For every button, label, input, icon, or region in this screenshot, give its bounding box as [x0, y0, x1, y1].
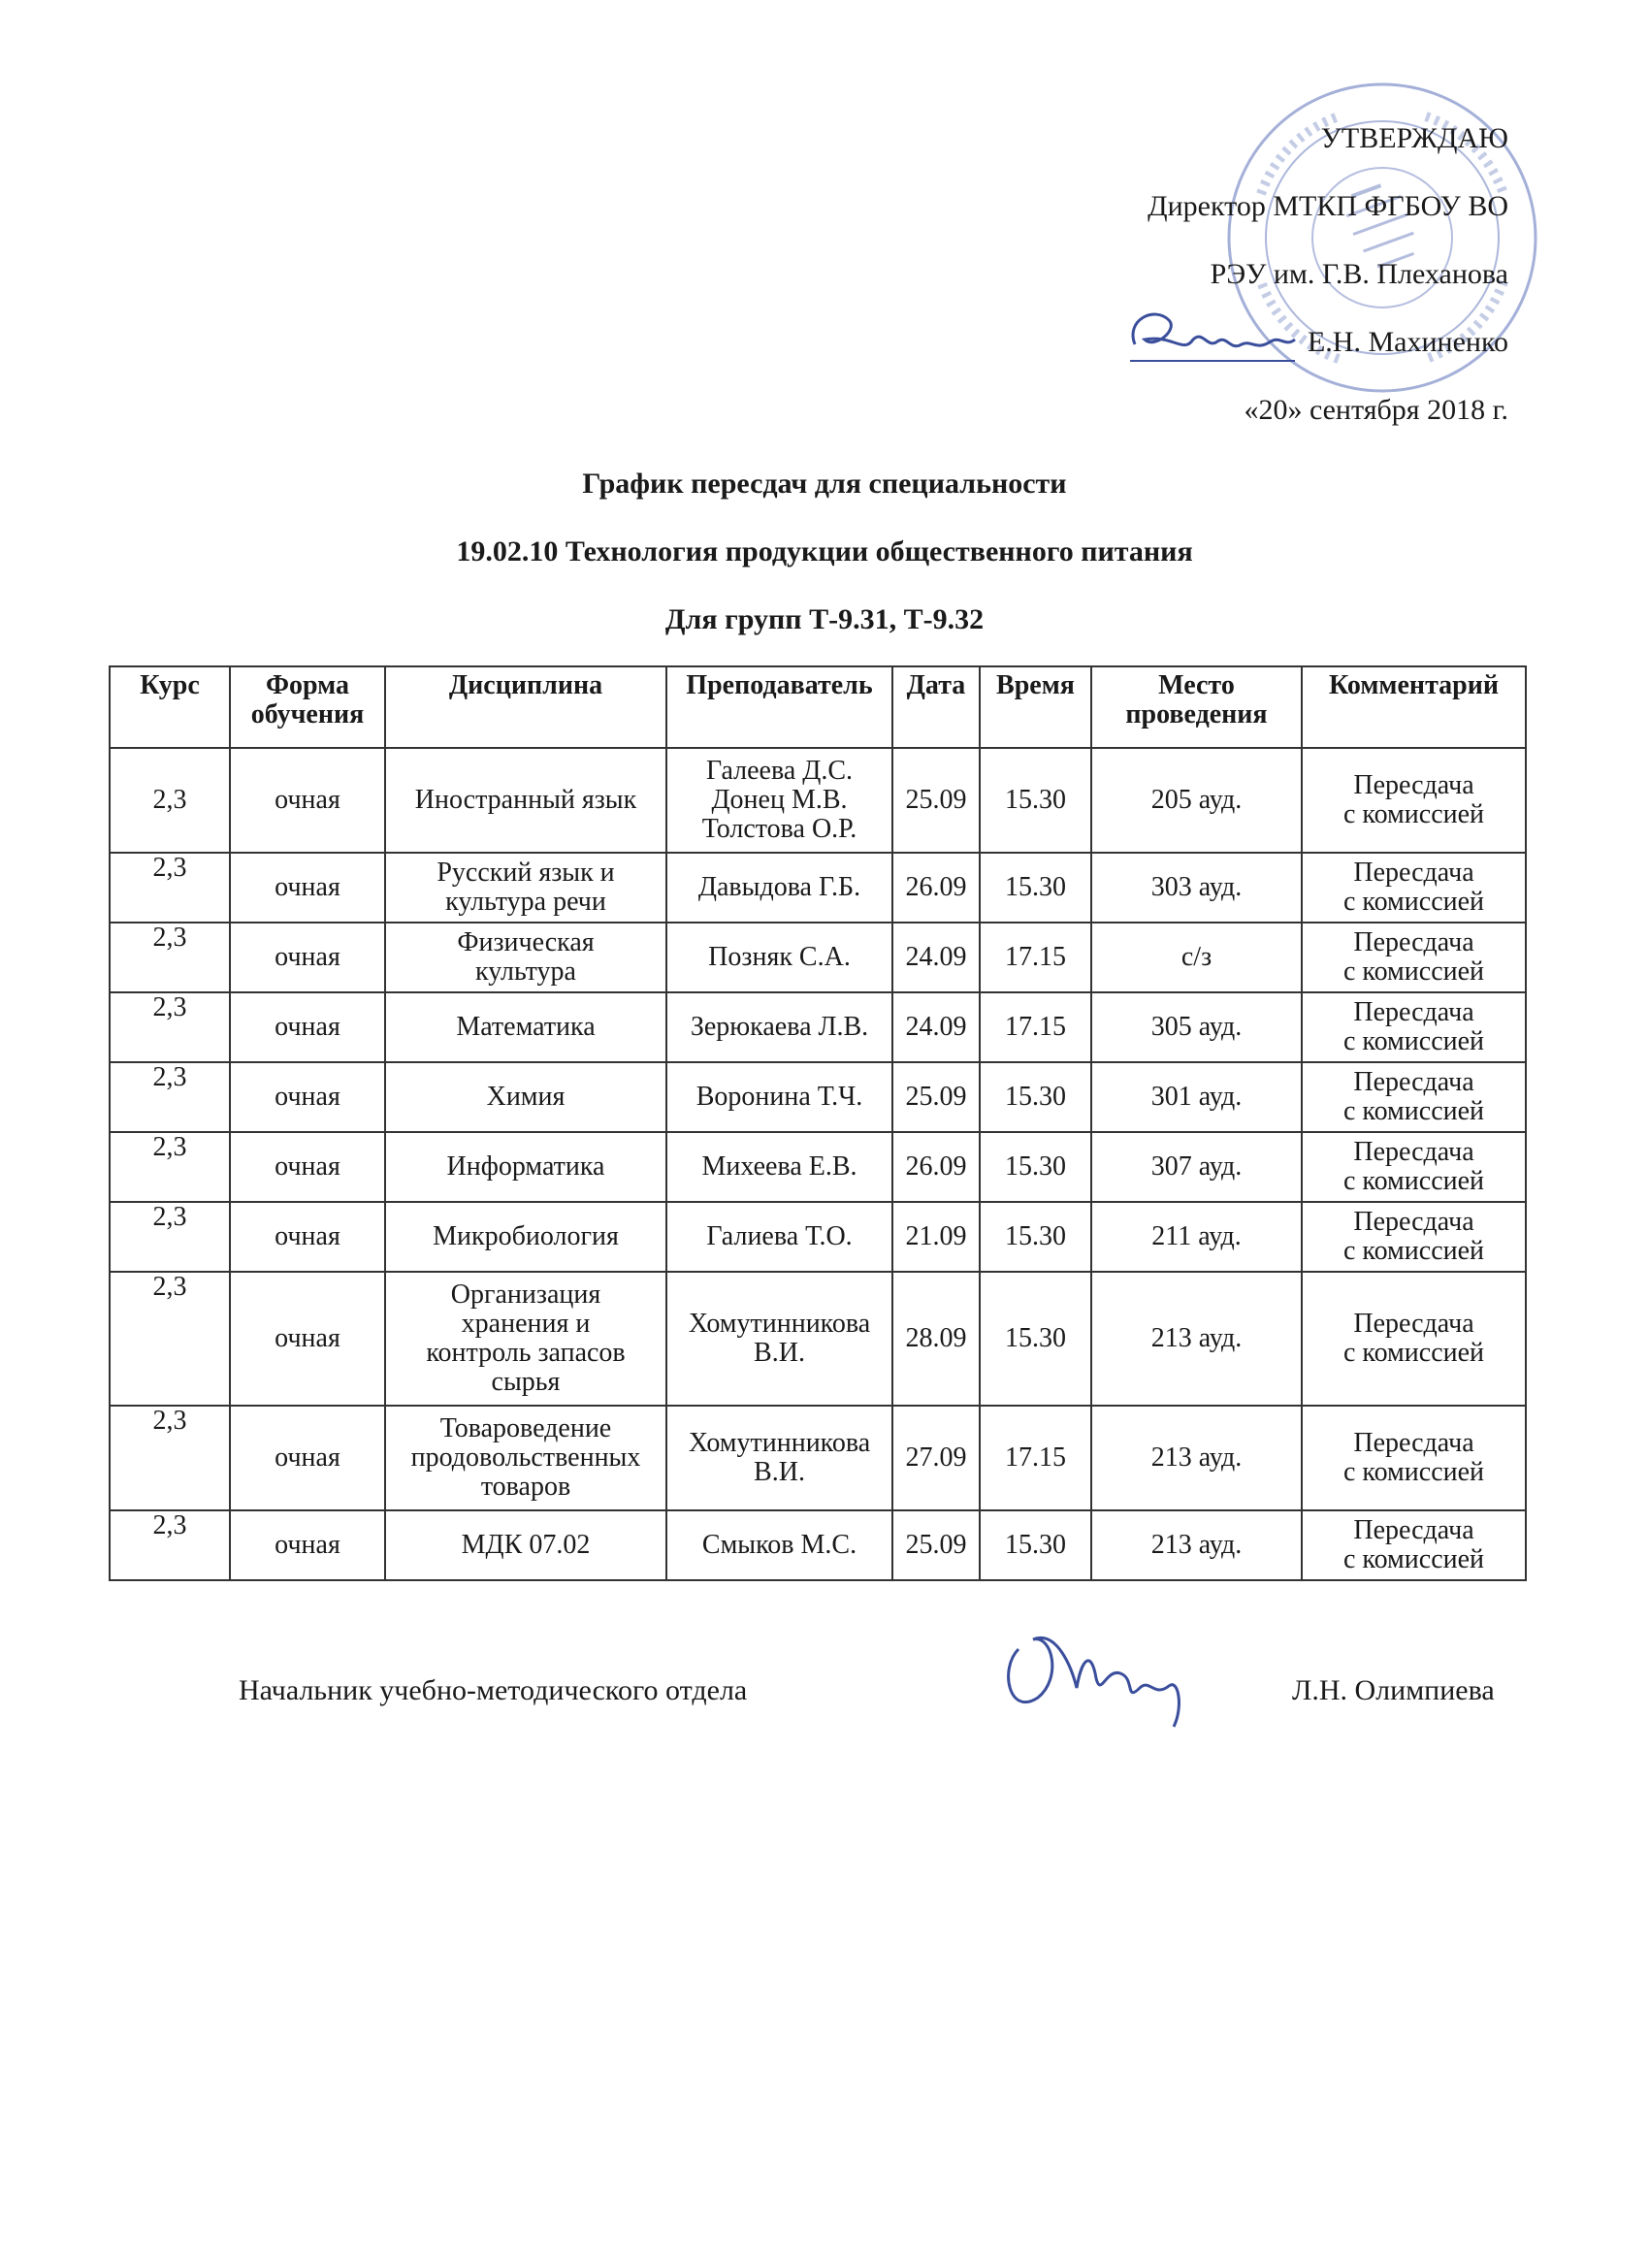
- cell-place: с/з: [1091, 923, 1302, 992]
- retake-schedule-table: [109, 665, 1527, 1581]
- cell-date: 26.09: [892, 1132, 980, 1202]
- table-row: [110, 1272, 1526, 1406]
- cell-teacher: Смыков М.С.: [666, 1510, 892, 1580]
- approval-date: «20» сентября 2018 г.: [1244, 394, 1508, 426]
- cell-place: 305 ауд.: [1091, 992, 1302, 1062]
- cell-course: 2,3: [110, 1062, 230, 1132]
- cell-discipline: Русский язык и культура речи: [385, 853, 666, 923]
- cell-discipline: Товароведение продовольственных товаров: [385, 1406, 666, 1510]
- table-row: [110, 1510, 1526, 1580]
- cell-date: 24.09: [892, 923, 980, 992]
- table-row: [110, 1132, 1526, 1202]
- document-title: [0, 470, 1649, 673]
- cell-place: 211 ауд.: [1091, 1202, 1302, 1272]
- table-row: [110, 992, 1526, 1062]
- cell-date: 24.09: [892, 992, 980, 1062]
- table-row: [110, 923, 1526, 992]
- title-line2: 19.02.10 Технология продукции общественного питания: [456, 535, 1193, 567]
- header-discipline: Дисциплина: [385, 666, 666, 748]
- approval-block: [989, 124, 1508, 425]
- cell-discipline: Информатика: [385, 1132, 666, 1202]
- cell-time: 17.15: [980, 992, 1091, 1062]
- cell-time: 15.30: [980, 853, 1091, 923]
- cell-teacher: Галиева Т.О.: [666, 1202, 892, 1272]
- cell-course: 2,3: [110, 992, 230, 1062]
- cell-comment: Пересдача с комиссией: [1302, 1062, 1526, 1132]
- cell-course: 2,3: [110, 1132, 230, 1202]
- cell-date: 27.09: [892, 1406, 980, 1510]
- cell-time: 15.30: [980, 1272, 1091, 1406]
- header-place: Место проведения: [1091, 666, 1302, 748]
- table-row: [110, 1202, 1526, 1272]
- cell-date: 25.09: [892, 748, 980, 853]
- cell-teacher: Галеева Д.С. Донец М.В. Толстова О.Р.: [666, 748, 892, 853]
- cell-discipline: Математика: [385, 992, 666, 1062]
- cell-comment: Пересдача с комиссией: [1302, 1406, 1526, 1510]
- cell-discipline: Иностранный язык: [385, 748, 666, 853]
- cell-form: очная: [230, 992, 385, 1062]
- cell-date: 25.09: [892, 1510, 980, 1580]
- header-date: Дата: [892, 666, 980, 748]
- cell-date: 25.09: [892, 1062, 980, 1132]
- footer-position: Начальник учебно-методического отдела: [239, 1674, 748, 1706]
- cell-date: 26.09: [892, 853, 980, 923]
- header-form: Форма обучения: [230, 666, 385, 748]
- header-teacher: Преподаватель: [666, 666, 892, 748]
- cell-place: 301 ауд.: [1091, 1062, 1302, 1132]
- cell-comment: Пересдача с комиссией: [1302, 1202, 1526, 1272]
- cell-date: 28.09: [892, 1272, 980, 1406]
- cell-teacher: Хомутинникова В.И.: [666, 1272, 892, 1406]
- cell-course: 2,3: [110, 748, 230, 853]
- cell-discipline: Физическая культура: [385, 923, 666, 992]
- cell-course: 2,3: [110, 1202, 230, 1272]
- cell-discipline: Микробиология: [385, 1202, 666, 1272]
- cell-place: 205 ауд.: [1091, 748, 1302, 853]
- cell-place: 213 ауд.: [1091, 1406, 1302, 1510]
- cell-form: очная: [230, 748, 385, 853]
- cell-place: 213 ауд.: [1091, 1272, 1302, 1406]
- cell-teacher: Воронина Т.Ч.: [666, 1062, 892, 1132]
- cell-time: 15.30: [980, 1132, 1091, 1202]
- cell-comment: Пересдача с комиссией: [1302, 1272, 1526, 1406]
- table-row: [110, 1406, 1526, 1510]
- title-line1: График пересдач для специальности: [582, 468, 1067, 500]
- cell-time: 17.15: [980, 1406, 1091, 1510]
- header-time: Время: [980, 666, 1091, 748]
- head-signature: [980, 1610, 1203, 1736]
- approver-position-line2: РЭУ им. Г.В. Плеханова: [1210, 258, 1508, 290]
- cell-time: 15.30: [980, 1062, 1091, 1132]
- cell-place: 213 ауд.: [1091, 1510, 1302, 1580]
- cell-comment: Пересдача с комиссией: [1302, 923, 1526, 992]
- cell-time: 15.30: [980, 1202, 1091, 1272]
- cell-form: очная: [230, 1062, 385, 1132]
- cell-teacher: Позняк С.А.: [666, 923, 892, 992]
- table-header-row: [110, 666, 1526, 748]
- cell-teacher: Давыдова Г.Б.: [666, 853, 892, 923]
- cell-form: очная: [230, 1132, 385, 1202]
- cell-comment: Пересдача с комиссией: [1302, 1510, 1526, 1580]
- cell-place: 303 ауд.: [1091, 853, 1302, 923]
- title-line3: Для групп Т-9.31, Т-9.32: [664, 603, 985, 635]
- cell-comment: Пересдача с комиссией: [1302, 748, 1526, 853]
- cell-discipline: Организация хранения и контроль запасов сырья: [385, 1272, 666, 1406]
- cell-time: 15.30: [980, 748, 1091, 853]
- table-row: [110, 853, 1526, 923]
- cell-course: 2,3: [110, 1406, 230, 1510]
- cell-course: 2,3: [110, 923, 230, 992]
- approver-position-line1: Директор МТКП ФГБОУ ВО: [1148, 190, 1508, 222]
- cell-course: 2,3: [110, 1510, 230, 1580]
- cell-date: 21.09: [892, 1202, 980, 1272]
- table-row: [110, 1062, 1526, 1132]
- approval-heading: УТВЕРЖДАЮ: [1320, 122, 1508, 154]
- cell-comment: Пересдача с комиссией: [1302, 853, 1526, 923]
- cell-form: очная: [230, 1406, 385, 1510]
- cell-comment: Пересдача с комиссией: [1302, 1132, 1526, 1202]
- cell-form: очная: [230, 1202, 385, 1272]
- approver-name: Е.Н. Махиненко: [1307, 326, 1508, 358]
- cell-form: очная: [230, 923, 385, 992]
- table-row: [110, 748, 1526, 853]
- cell-place: 307 ауд.: [1091, 1132, 1302, 1202]
- cell-course: 2,3: [110, 853, 230, 923]
- cell-discipline: МДК 07.02: [385, 1510, 666, 1580]
- header-comment: Комментарий: [1302, 666, 1526, 748]
- cell-discipline: Химия: [385, 1062, 666, 1132]
- cell-form: очная: [230, 1272, 385, 1406]
- cell-teacher: Хомутинникова В.И.: [666, 1406, 892, 1510]
- footer-name: Л.Н. Олимпиева: [1292, 1674, 1495, 1706]
- header-course: Курс: [110, 666, 230, 748]
- cell-teacher: Зерюкаева Л.В.: [666, 992, 892, 1062]
- cell-comment: Пересдача с комиссией: [1302, 992, 1526, 1062]
- cell-form: очная: [230, 853, 385, 923]
- cell-time: 17.15: [980, 923, 1091, 992]
- cell-form: очная: [230, 1510, 385, 1580]
- cell-teacher: Михеева Е.В.: [666, 1132, 892, 1202]
- cell-course: 2,3: [110, 1272, 230, 1406]
- cell-time: 15.30: [980, 1510, 1091, 1580]
